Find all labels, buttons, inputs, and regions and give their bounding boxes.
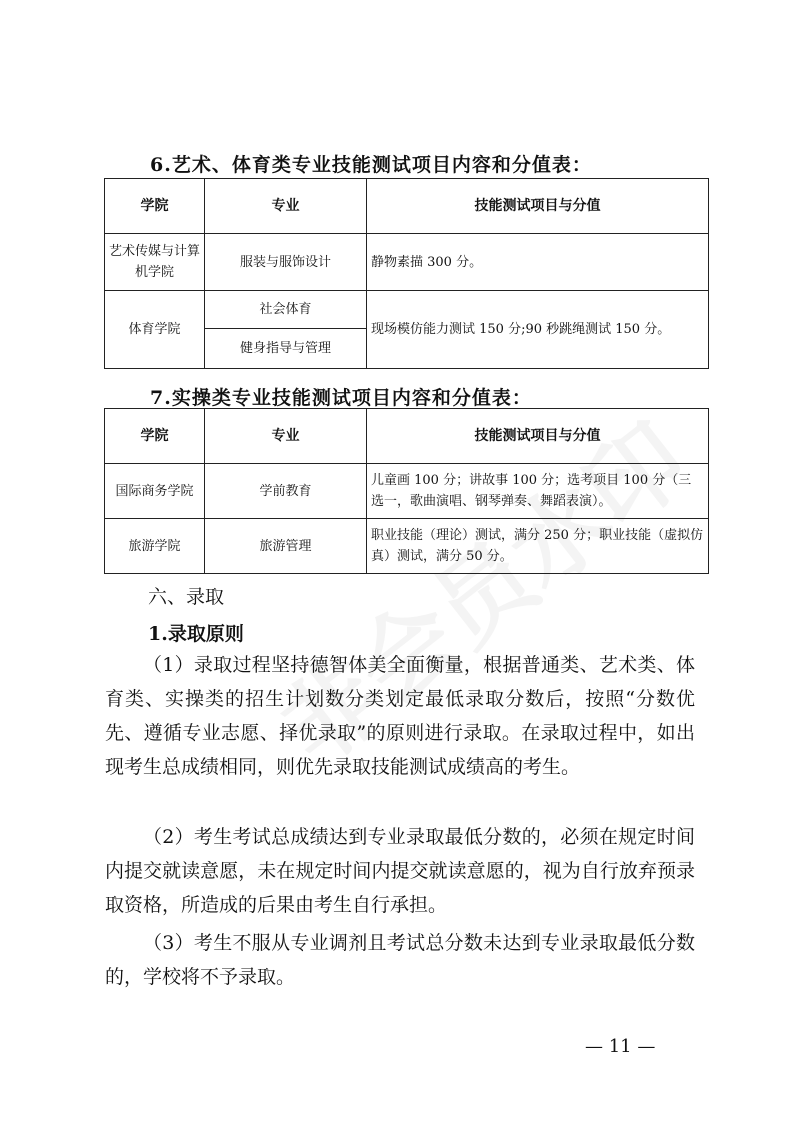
table-row [105, 519, 709, 574]
college-cell: 艺术传媒与计算机学院 [105, 234, 205, 291]
table-header-row [105, 409, 709, 464]
col-header-college: 学院 [105, 409, 205, 464]
paragraph: （1）录取过程坚持德智体美全面衡量，根据普通类、艺术类、体育类、实操类的招生计划数分类划定最低录取分数后，按照“分数优先、遵循专业志愿、择优录取”的原则进行录取。在录取过程中，如出现考生总成绩相同，则优先录取技能测试成绩高的考生。 [105, 654, 695, 778]
page-number: — 11 — [585, 1036, 656, 1057]
major-cell: 健身指导与管理 [205, 329, 367, 369]
col-header-major: 专业 [205, 179, 367, 234]
skill-cell: 静物素描 300 分。 [367, 234, 709, 291]
paragraph: （2）考生考试总成绩达到专业录取最低分数的，必须在规定时间内提交就读意愿，未在规定时间内提交就读意愿的，视为自行放弃预录取资格，所造成的后果由考生自行承担。 [105, 826, 695, 916]
col-header-major: 专业 [205, 409, 367, 464]
table6-heading: 6.艺术、体育类专业技能测试项目内容和分值表： [150, 154, 592, 176]
skill-cell: 儿童画 100 分；讲故事 100 分；选考项目 100 分（三选一，歌曲演唱、钢琴弹奏、舞蹈表演）。 [367, 464, 709, 519]
subsection-heading: 1.录取原则 [148, 623, 244, 645]
table-row [105, 291, 709, 329]
table6 [104, 178, 709, 369]
major-cell: 社会体育 [205, 291, 367, 329]
table7 [104, 408, 709, 574]
table-header-row [105, 179, 709, 234]
major-cell: 学前教育 [205, 464, 367, 519]
col-header-college: 学院 [105, 179, 205, 234]
college-cell: 国际商务学院 [105, 464, 205, 519]
paragraph: （3）考生不服从专业调剂且考试总分数未达到专业录取最低分数的，学校将不予录取。 [105, 932, 695, 988]
section-heading: 六、录取 [148, 586, 225, 608]
table-row [105, 234, 709, 291]
col-header-skill: 技能测试项目与分值 [367, 179, 709, 234]
table7-heading: 7.实操类专业技能测试项目内容和分值表： [150, 387, 532, 409]
skill-cell: 职业技能（理论）测试，满分 250 分；职业技能（虚拟仿真）测试，满分 50 分。 [367, 519, 709, 574]
college-cell: 旅游学院 [105, 519, 205, 574]
skill-cell: 现场模仿能力测试 150 分;90 秒跳绳测试 150 分。 [367, 291, 709, 369]
major-cell: 旅游管理 [205, 519, 367, 574]
col-header-skill: 技能测试项目与分值 [367, 409, 709, 464]
major-cell: 服装与服饰设计 [205, 234, 367, 291]
table-row [105, 464, 709, 519]
college-cell: 体育学院 [105, 291, 205, 369]
